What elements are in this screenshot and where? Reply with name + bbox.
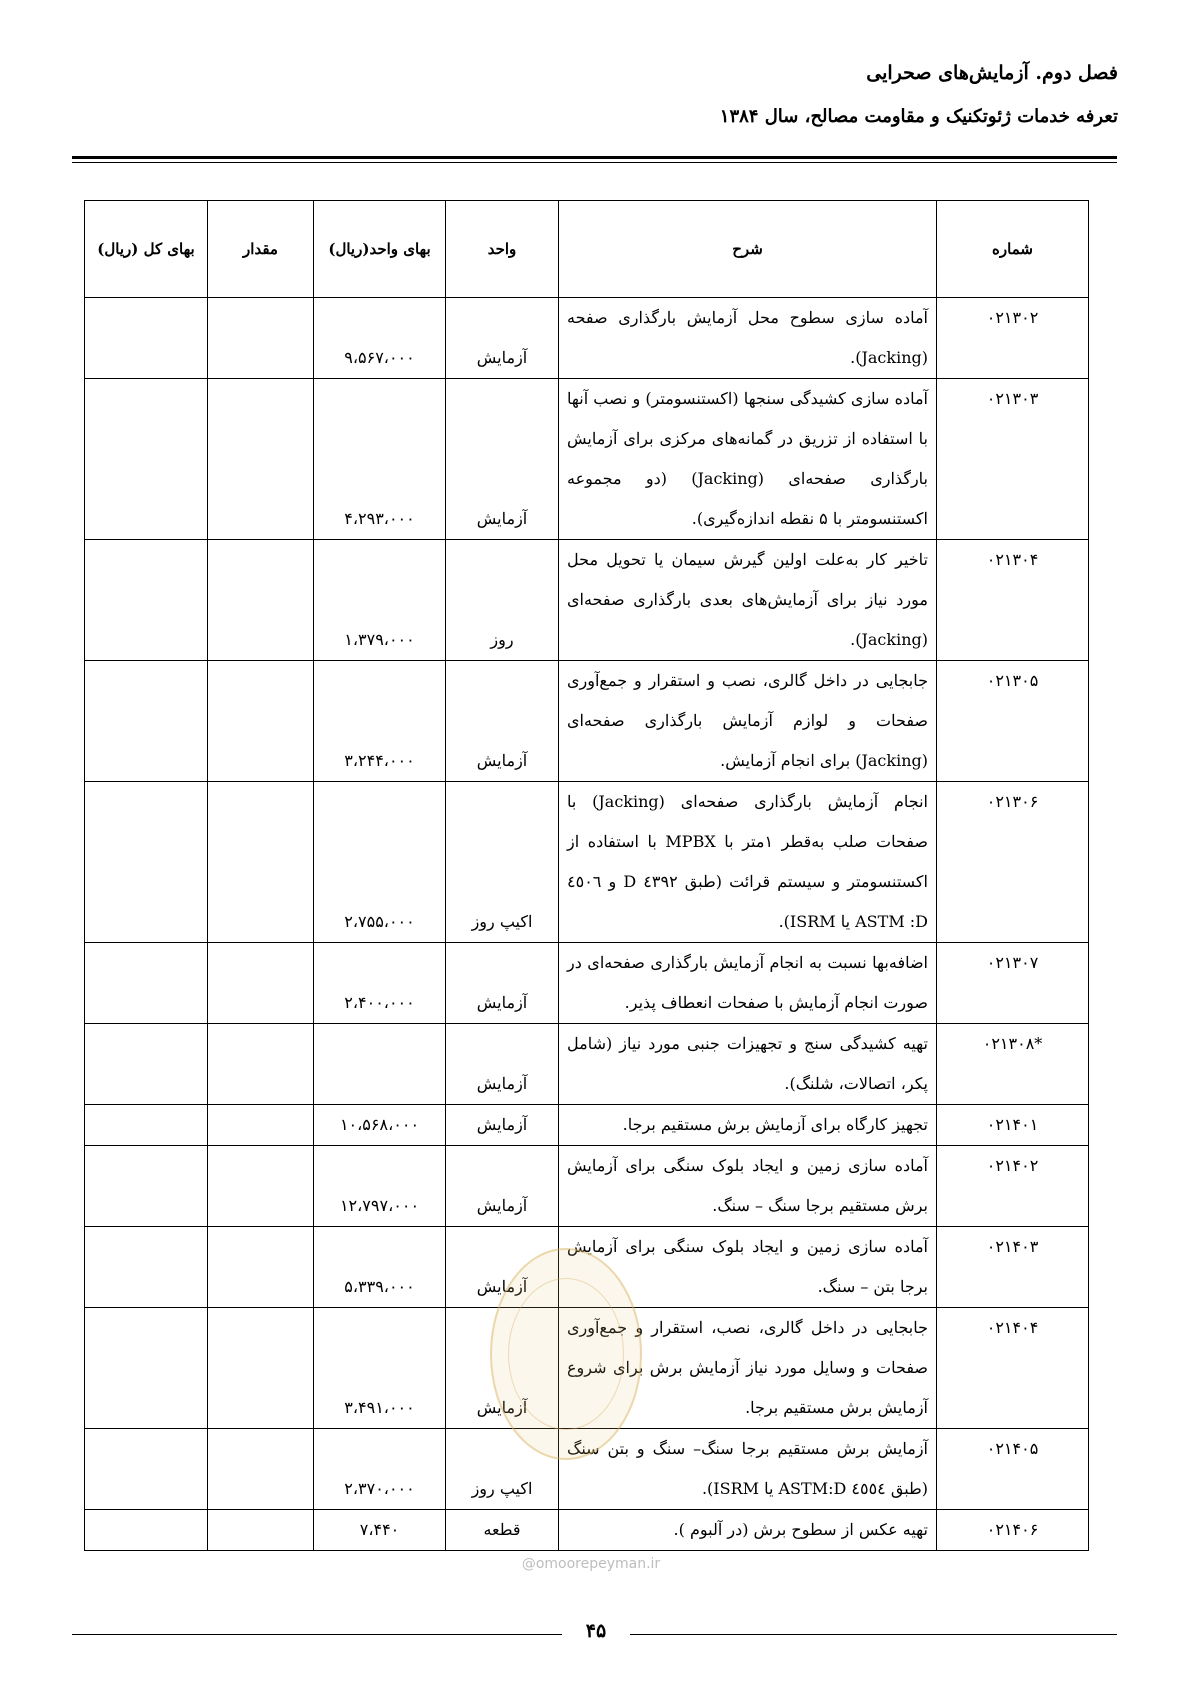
item-description: آماده سازی زمین و ایجاد بلوک سنگی برای آزمایش برش مستقیم برجا سنگ – سنگ. xyxy=(559,1146,937,1227)
item-description: تاخیر کار به‌علت اولین گیرش سیمان یا تحویل محل مورد نیاز برای آزمایش‌های بعدی بارگذاری صفحه‌ای (Jacking). xyxy=(559,540,937,661)
table-row xyxy=(85,540,1089,661)
item-unit-price: ۳،۴۹۱،۰۰۰ xyxy=(314,1308,446,1429)
item-unit: آزمایش xyxy=(446,298,559,379)
item-quantity xyxy=(208,298,314,379)
table-row xyxy=(85,782,1089,943)
table-row xyxy=(85,1429,1089,1510)
table-row xyxy=(85,1024,1089,1105)
item-description: آماده سازی سطوح محل آزمایش بارگذاری صفحه (Jacking). xyxy=(559,298,937,379)
footer-rule-right xyxy=(630,1634,1117,1635)
item-quantity xyxy=(208,943,314,1024)
item-unit-price: ۱،۳۷۹،۰۰۰ xyxy=(314,540,446,661)
item-code: ۰۲۱۳۰۳ xyxy=(937,379,1089,540)
item-quantity xyxy=(208,1429,314,1510)
item-unit: روز xyxy=(446,540,559,661)
item-description: جابجایی در داخل گالری، نصب و استقرار و جمع‌آوری صفحات و لوازم آزمایش بارگذاری صفحه‌ای (Jacking) برای انجام آزمایش. xyxy=(559,661,937,782)
item-unit-price: ۱۰،۵۶۸،۰۰۰ xyxy=(314,1105,446,1146)
item-unit-price: ۷،۴۴۰ xyxy=(314,1510,446,1551)
item-total-price xyxy=(85,1308,208,1429)
table-row xyxy=(85,1146,1089,1227)
column-header-code: شماره xyxy=(937,201,1089,298)
column-header-description: شرح xyxy=(559,201,937,298)
item-unit-price: ۳،۲۴۴،۰۰۰ xyxy=(314,661,446,782)
item-unit-price: ۴،۲۹۳،۰۰۰ xyxy=(314,379,446,540)
item-code: ۰۲۱۴۰۲ xyxy=(937,1146,1089,1227)
item-unit-price: ۹،۵۶۷،۰۰۰ xyxy=(314,298,446,379)
item-quantity xyxy=(208,1105,314,1146)
item-code: ۰۲۱۴۰۳ xyxy=(937,1227,1089,1308)
table-row xyxy=(85,1510,1089,1551)
item-total-price xyxy=(85,540,208,661)
item-description: آماده سازی زمین و ایجاد بلوک سنگی برای آزمایش برجا بتن – سنگ. xyxy=(559,1227,937,1308)
item-quantity xyxy=(208,1024,314,1105)
table-row xyxy=(85,1227,1089,1308)
item-code: ۰۲۱۳۰۶ xyxy=(937,782,1089,943)
item-quantity xyxy=(208,379,314,540)
item-unit: آزمایش xyxy=(446,379,559,540)
item-code: ۰۲۱۳۰۵ xyxy=(937,661,1089,782)
table-row xyxy=(85,1308,1089,1429)
item-code: ۰۲۱۴۰۱ xyxy=(937,1105,1089,1146)
item-total-price xyxy=(85,1024,208,1105)
item-code: ۰۲۱۳۰۴ xyxy=(937,540,1089,661)
item-quantity xyxy=(208,1227,314,1308)
item-total-price xyxy=(85,782,208,943)
item-total-price xyxy=(85,1146,208,1227)
column-header-quantity: مقدار xyxy=(208,201,314,298)
item-quantity xyxy=(208,1510,314,1551)
item-quantity xyxy=(208,1308,314,1429)
item-description: جابجایی در داخل گالری، نصب، استقرار و جمع‌آوری صفحات و وسایل مورد نیاز آزمایش برش برای شروع آزمایش برش مستقیم برجا. xyxy=(559,1308,937,1429)
item-unit: اکیپ روز xyxy=(446,782,559,943)
column-header-unit-price: بهای واحد(ریال) xyxy=(314,201,446,298)
item-unit-price: ۱۲،۷۹۷،۰۰۰ xyxy=(314,1146,446,1227)
column-header-unit: واحد xyxy=(446,201,559,298)
item-total-price xyxy=(85,943,208,1024)
item-code: ۰۲۱۴۰۶ xyxy=(937,1510,1089,1551)
item-unit-price xyxy=(314,1024,446,1105)
item-description: آزمایش برش مستقیم برجا سنگ– سنگ و بتن سنگ (طبق ٤٥٥٤ ASTM:D یا ISRM). xyxy=(559,1429,937,1510)
table-row xyxy=(85,1105,1089,1146)
document-subtitle: تعرفه خدمات ژئوتکنیک و مقاومت مصالح، سال ۱۳۸۴ xyxy=(719,106,1118,127)
item-quantity xyxy=(208,540,314,661)
footer-rule-left xyxy=(72,1634,562,1635)
item-description: تهیه عکس از سطوح برش (در آلبوم ). xyxy=(559,1510,937,1551)
item-unit: آزمایش xyxy=(446,1105,559,1146)
item-total-price xyxy=(85,298,208,379)
item-unit-price: ۵،۳۳۹،۰۰۰ xyxy=(314,1227,446,1308)
item-description: تجهیز کارگاه برای آزمایش برش مستقیم برجا. xyxy=(559,1105,937,1146)
page-number: ۴۵ xyxy=(585,1620,607,1642)
table-row xyxy=(85,661,1089,782)
item-total-price xyxy=(85,1510,208,1551)
item-description: آماده سازی کشیدگی سنجها (اکستنسومتر) و نصب آنها با استفاده از تزریق در گمانه‌های مرکزی برای آزمایش بارگذاری صفحه‌ای (Jacking) (دو مجموعه اکستنسومتر با ۵ نقطه اندازه‌گیری). xyxy=(559,379,937,540)
table-row xyxy=(85,943,1089,1024)
item-code: *۰۲۱۳۰۸ xyxy=(937,1024,1089,1105)
table-row xyxy=(85,298,1089,379)
item-quantity xyxy=(208,1146,314,1227)
item-description: اضافه‌بها نسبت به انجام آزمایش بارگذاری صفحه‌ای در صورت انجام آزمایش با صفحات انعطاف پذیر. xyxy=(559,943,937,1024)
column-header-total-price: بهای کل (ریال) xyxy=(85,201,208,298)
item-unit: آزمایش xyxy=(446,661,559,782)
item-description: انجام آزمایش بارگذاری صفحه‌ای (Jacking) با صفحات صلب به‌قطر ۱متر با MPBX با استفاده از اکستنسومتر و سیستم قرائت (طبق ٤٣٩٢ D و ٤٥٠٦ ASTM :D یا ISRM). xyxy=(559,782,937,943)
tariff-table xyxy=(84,200,1089,1551)
item-unit: آزمایش xyxy=(446,943,559,1024)
item-code: ۰۲۱۴۰۵ xyxy=(937,1429,1089,1510)
item-unit: اکیپ روز xyxy=(446,1429,559,1510)
item-code: ۰۲۱۴۰۴ xyxy=(937,1308,1089,1429)
item-quantity xyxy=(208,661,314,782)
item-unit: قطعه xyxy=(446,1510,559,1551)
item-unit-price: ۲،۳۷۰،۰۰۰ xyxy=(314,1429,446,1510)
item-code: ۰۲۱۳۰۷ xyxy=(937,943,1089,1024)
item-unit: آزمایش xyxy=(446,1308,559,1429)
chapter-title: فصل دوم. آزمایش‌های صحرایی xyxy=(866,62,1118,84)
item-total-price xyxy=(85,379,208,540)
item-unit: آزمایش xyxy=(446,1146,559,1227)
table-row xyxy=(85,379,1089,540)
item-quantity xyxy=(208,782,314,943)
item-unit: آزمایش xyxy=(446,1024,559,1105)
item-unit: آزمایش xyxy=(446,1227,559,1308)
item-total-price xyxy=(85,1105,208,1146)
watermark-text: @omoorepeyman.ir xyxy=(521,1556,661,1572)
item-total-price xyxy=(85,1227,208,1308)
header-rule-thick xyxy=(72,156,1117,159)
item-code: ۰۲۱۳۰۲ xyxy=(937,298,1089,379)
header-rule-thin xyxy=(72,162,1117,163)
item-total-price xyxy=(85,1429,208,1510)
item-unit-price: ۲،۴۰۰،۰۰۰ xyxy=(314,943,446,1024)
table-header-row xyxy=(85,201,1089,298)
item-description: تهیه کشیدگی سنج و تجهیزات جنبی مورد نیاز (شامل پکر، اتصالات، شلنگ). xyxy=(559,1024,937,1105)
item-unit-price: ۲،۷۵۵،۰۰۰ xyxy=(314,782,446,943)
item-total-price xyxy=(85,661,208,782)
